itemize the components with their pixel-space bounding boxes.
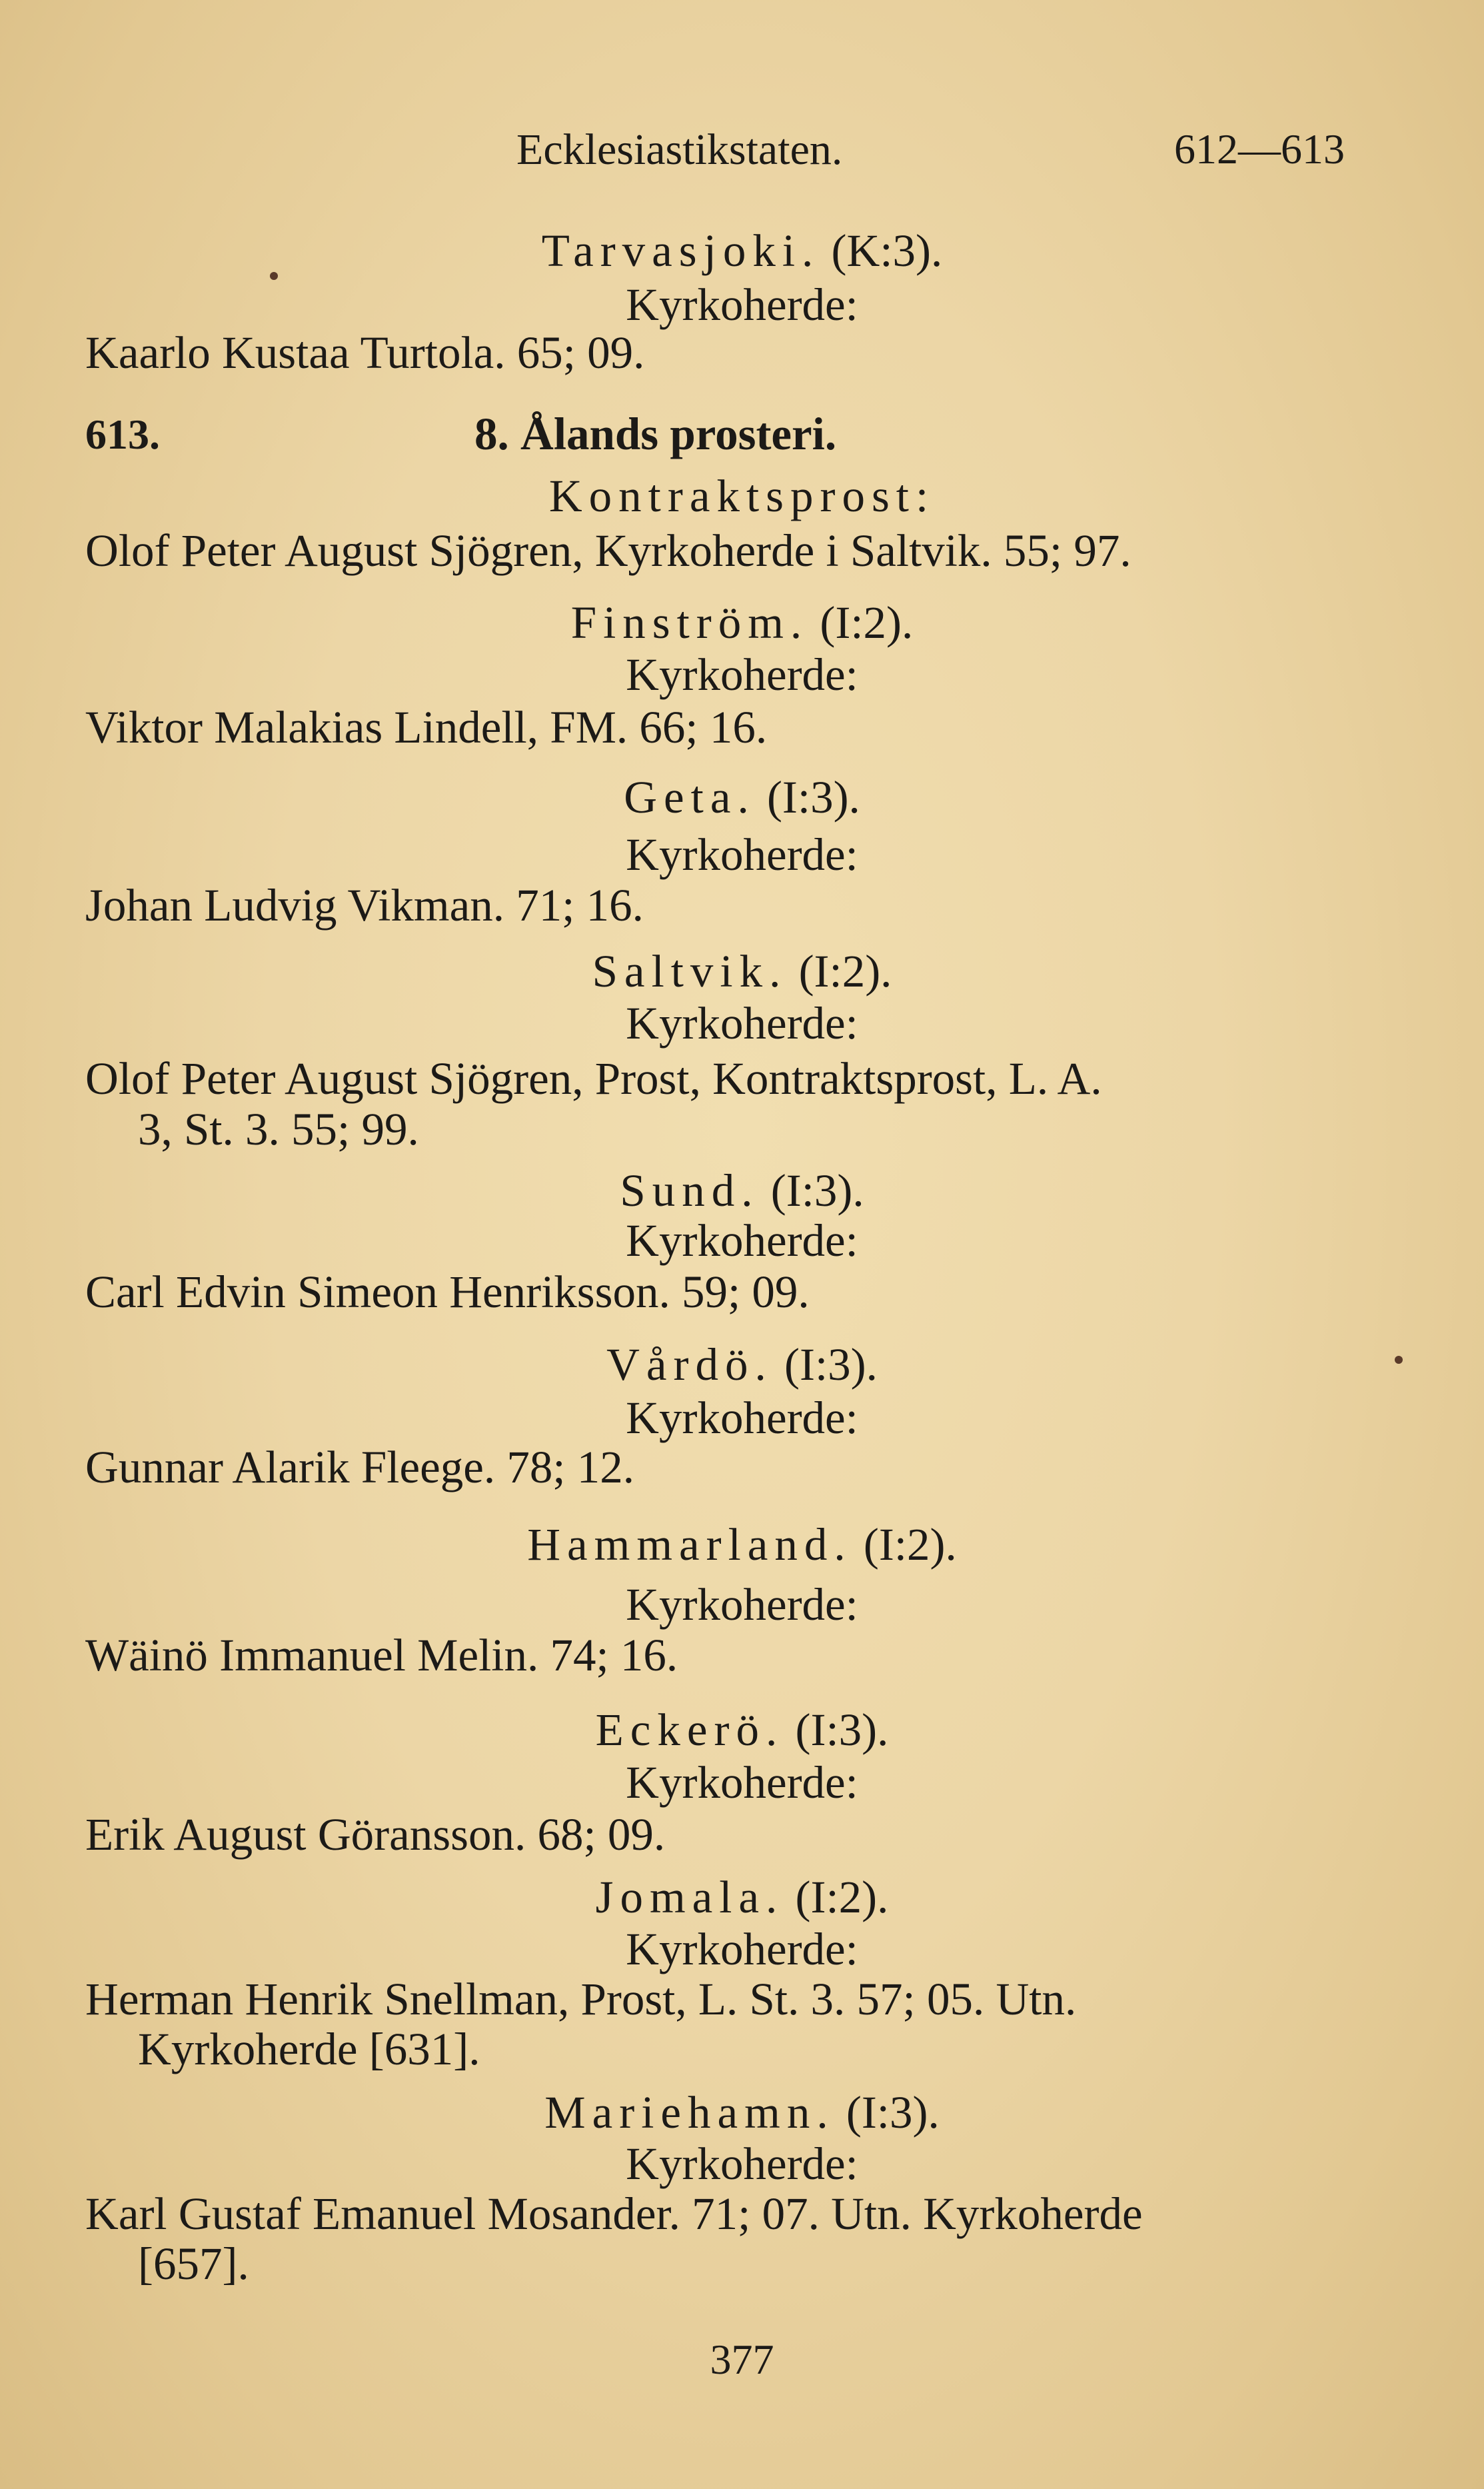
parish-heading bbox=[0, 1339, 1484, 1390]
role-label: Kyrkoherde: bbox=[626, 1757, 858, 1808]
parish-heading bbox=[0, 772, 1484, 823]
role-label: Kyrkoherde: bbox=[626, 649, 858, 700]
clergy-entry: Johan Ludvig Vikman. 71; 16. bbox=[85, 880, 644, 931]
role-label: Kyrkoherde: bbox=[626, 1392, 858, 1443]
clergy-entry: Gunnar Alarik Fleege. 78; 12. bbox=[85, 1442, 634, 1492]
clergy-entry-continued: 3, St. 3. 55; 99. bbox=[138, 1104, 419, 1155]
clergy-entry: Herman Henrik Snellman, Prost, L. St. 3. 57; 05. Utn. bbox=[85, 1974, 1077, 2024]
parish-class: (I:3). bbox=[766, 772, 860, 823]
parish-name: Jomala. bbox=[595, 1872, 784, 1922]
role-label: Kyrkoherde: bbox=[626, 279, 858, 330]
parish-class: (I:2). bbox=[863, 1519, 957, 1570]
clergy-entry: Carl Edvin Simeon Henriksson. 59; 09. bbox=[85, 1266, 810, 1317]
clergy-entry-continued: Kyrkoherde [631]. bbox=[138, 2024, 480, 2074]
role-label: Kyrkoherde: bbox=[626, 2138, 858, 2189]
parish-class: (I:3). bbox=[784, 1339, 878, 1390]
clergy-entry: Viktor Malakias Lindell, FM. 66; 16. bbox=[85, 702, 768, 753]
role-label: Kontraktsprost: bbox=[548, 471, 936, 521]
page-number: 377 bbox=[710, 2336, 774, 2383]
parish-name: Eckerö. bbox=[595, 1704, 784, 1755]
parish-name: Finström. bbox=[570, 597, 809, 648]
parish-name: Vårdö. bbox=[606, 1339, 773, 1390]
parish-heading bbox=[0, 1519, 1484, 1570]
clergy-entry: Olof Peter August Sjögren, Kyrkoherde i Saltvik. 55; 97. bbox=[85, 525, 1131, 576]
clergy-entry: Olof Peter August Sjögren, Prost, Kontraktsprost, L. A. bbox=[85, 1053, 1102, 1104]
parish-class: (I:3). bbox=[770, 1165, 864, 1216]
parish-heading bbox=[0, 1165, 1484, 1216]
parish-heading bbox=[0, 1874, 1484, 1920]
parish-class: (I:3). bbox=[795, 1704, 889, 1755]
page-range: 612—613 bbox=[1174, 125, 1345, 173]
role-label: Kyrkoherde: bbox=[626, 1924, 858, 1974]
clergy-entry: Wäinö Immanuel Melin. 74; 16. bbox=[85, 1630, 678, 1680]
parish-heading bbox=[0, 2087, 1484, 2138]
parish-heading bbox=[0, 1704, 1484, 1755]
parish-class: (I:2). bbox=[798, 946, 892, 997]
role-label: Kyrkoherde: bbox=[626, 998, 858, 1049]
clergy-entry: Kaarlo Kustaa Turtola. 65; 09. bbox=[85, 327, 645, 378]
parish-name: Sund. bbox=[620, 1165, 760, 1216]
ink-speck bbox=[1395, 1356, 1403, 1364]
parish-heading bbox=[0, 946, 1484, 997]
parish-class: (K:3). bbox=[831, 225, 943, 276]
ink-speck bbox=[270, 272, 278, 280]
section-number: 613. bbox=[85, 411, 160, 458]
section-title: 8. Ålands prosteri. bbox=[474, 409, 837, 459]
role-label: Kyrkoherde: bbox=[626, 829, 858, 880]
parish-class: (I:3). bbox=[846, 2087, 940, 2138]
parish-name: Saltvik. bbox=[592, 946, 788, 997]
running-title: Ecklesiastikstaten. bbox=[516, 125, 843, 174]
clergy-entry: Karl Gustaf Emanuel Mosander. 71; 07. Utn. Kyrkoherde bbox=[85, 2188, 1143, 2239]
parish-name: Hammarland. bbox=[527, 1519, 852, 1570]
role-label: Kyrkoherde: bbox=[626, 1215, 858, 1266]
clergy-entry: Erik August Göransson. 68; 09. bbox=[85, 1809, 666, 1860]
parish-class: (I:2). bbox=[820, 597, 914, 648]
parish-heading bbox=[0, 597, 1484, 648]
parish-name: Geta. bbox=[624, 772, 756, 823]
parish-class: (I:2). bbox=[795, 1872, 889, 1922]
parish-heading bbox=[0, 225, 1484, 276]
parish-name: Mariehamn. bbox=[544, 2087, 835, 2138]
role-label: Kyrkoherde: bbox=[626, 1579, 858, 1630]
clergy-entry-continued: [657]. bbox=[138, 2238, 249, 2289]
parish-name: Tarvasjoki. bbox=[541, 225, 820, 276]
